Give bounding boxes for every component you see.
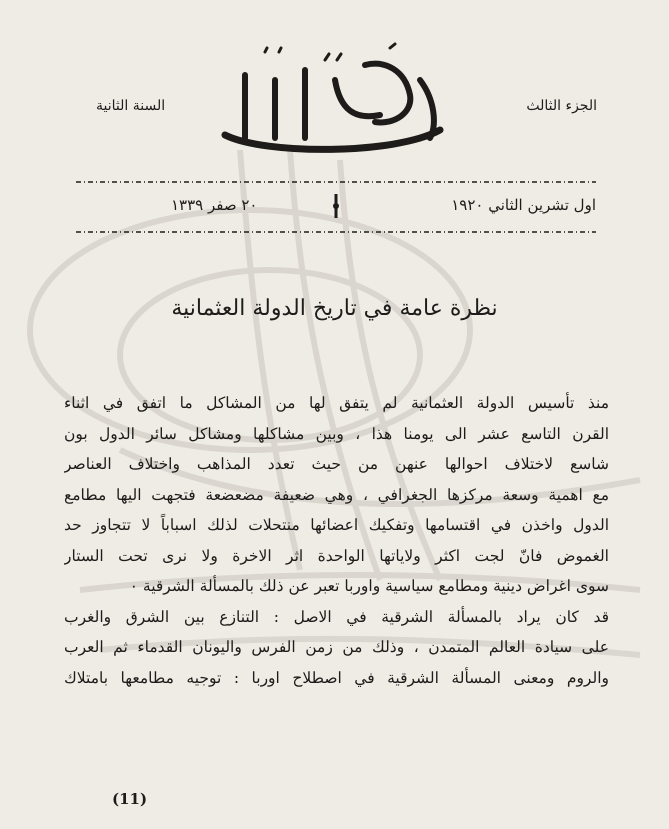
date-separator [332, 192, 340, 220]
dateline [76, 196, 596, 222]
body-line: شاسع لاختلاف احوالها عنهن من حيث تعدد المذاهب واختلاف العناصر [64, 455, 609, 473]
body-line: على سيادة العالم المتمدن ، وذلك من زمن الفرس واليونان القدماء ثم العرب [64, 638, 609, 656]
body-line: منذ تأسيس الدولة العثمانية لم يتفق لها من المشاكل ما اتفق في اثناء [64, 394, 609, 412]
body-line: القرن التاسع عشر الى يومنا هذا ، وبين مشاكلها ومشاكل سائر الدول بون [64, 424, 609, 443]
article-body [64, 388, 609, 693]
year-label: السنة الثانية [96, 98, 166, 114]
body-line: مع اهمية وسعة مركزها الجغرافي ، وهي ضعيفة مضعضعة فتجهت اليها مطامع [64, 485, 609, 504]
page-number: (11) [112, 790, 148, 808]
top-divider [76, 178, 596, 186]
gregorian-date: اول تشرين الثاني ١٩٢٠ [451, 196, 596, 214]
masthead [0, 40, 669, 175]
body-line: والروم ومعنى المسألة الشرقية في اصطلاح اوربا : توجيه مطامعها بامتلاك [64, 668, 609, 687]
newspaper-logo [205, 40, 455, 165]
body-line: الدول واخذن في اقتسامها وتفكيك اعضائها منتحلات لذلك اسباباً لا تتجاوز حد [64, 516, 609, 534]
article-title: نظرة عامة في تاريخ الدولة العثمانية [171, 296, 498, 321]
body-line: الغموض فانّ لجت اكثر ولاياتها الواحدة اثر الاخرة ولا نرى تحت الستار [64, 546, 609, 565]
bottom-divider [76, 228, 596, 236]
logo-text: بيت لحم [330, 160, 334, 161]
part-label: الجزء الثالث [526, 98, 597, 114]
hijri-date: ٢٠ صفر ١٣٣٩ [171, 196, 258, 214]
body-line: قد كان يراد بالمسألة الشرقية في الاصل : التنازع بين الشرق والغرب [64, 607, 609, 626]
body-line: سوى اغراض دينية ومطامع سياسية واوربا تعبر عن ذلك بالمسألة الشرقية ٠ [129, 577, 609, 595]
